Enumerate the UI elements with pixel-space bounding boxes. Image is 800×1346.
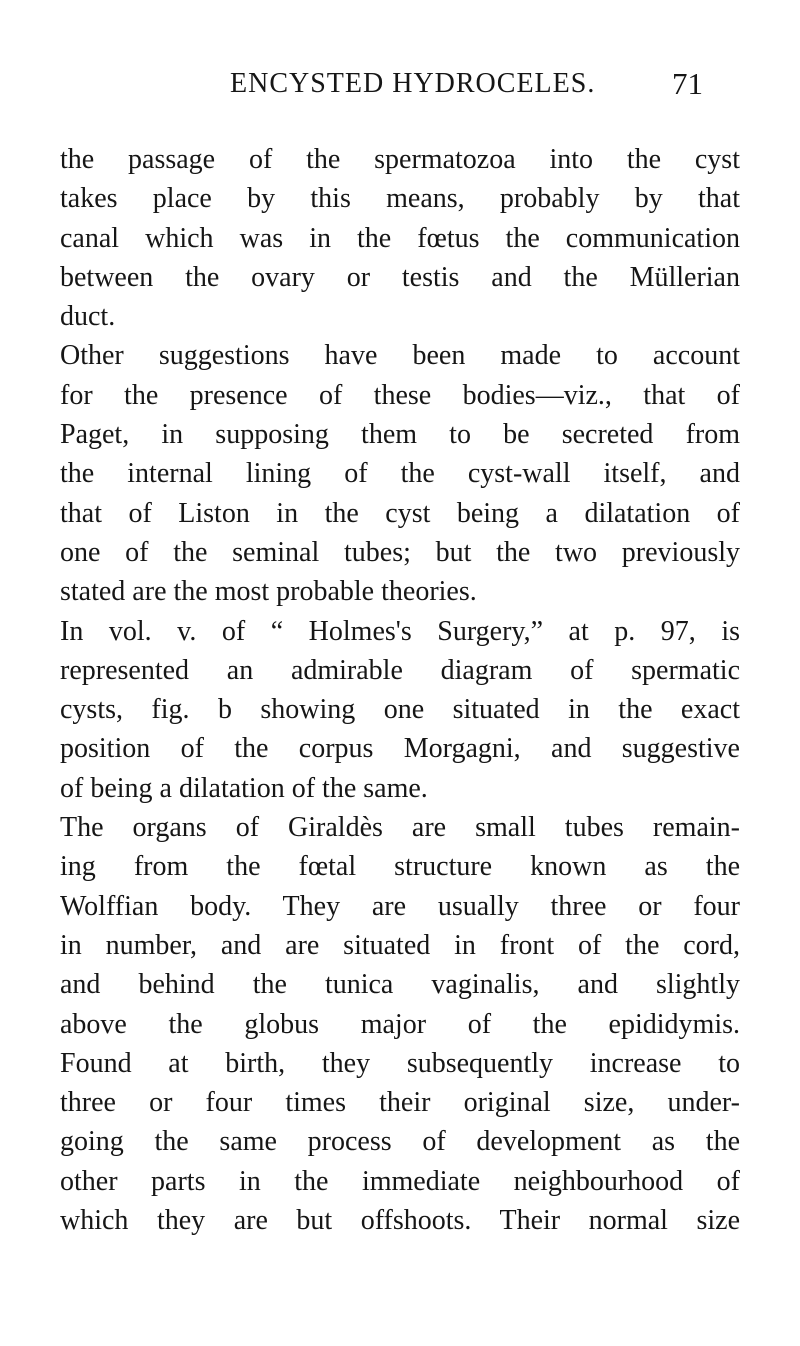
text-line: the passage of the spermatozoa into the cyst <box>60 144 740 175</box>
text-line: ing from the fœtal structure known as the <box>60 851 740 883</box>
text-line: in number, and are situated in front of the cord, <box>60 929 740 961</box>
text-line: of being a dilatation of the same. <box>60 772 428 804</box>
body-text <box>60 140 740 1240</box>
text-line: represented an admirable diagram of spermatic <box>60 654 740 686</box>
page-number: 71 <box>672 66 703 101</box>
text-line: other parts in the immediate neighbourhood of <box>60 1165 740 1197</box>
text-line: the internal lining of the cyst-wall itself, and <box>60 458 740 490</box>
text-line: stated are the most probable theories. <box>60 576 477 608</box>
running-head: ENCYSTED HYDROCELES. <box>230 68 596 99</box>
text-line: Other suggestions have been made to account <box>60 340 740 372</box>
page-header <box>0 62 800 102</box>
text-line: duct. <box>60 301 116 333</box>
text-line: that of Liston in the cyst being a dilatation of <box>60 497 740 529</box>
text-line: three or four times their original size, under- <box>60 1087 740 1119</box>
text-line: above the globus major of the epididymis. <box>60 1008 740 1040</box>
text-line: between the ovary or testis and the Müllerian <box>60 261 740 293</box>
text-line: going the same process of development as the <box>60 1126 740 1158</box>
text-line: The organs of Giraldès are small tubes remain- <box>60 812 740 844</box>
text-line: Paget, in supposing them to be secreted from <box>60 419 740 451</box>
text-line: Found at birth, they subsequently increase to <box>60 1047 740 1079</box>
text-line: cysts, fig. b showing one situated in the exact <box>60 694 740 726</box>
text-line: for the presence of these bodies—viz., that of <box>60 379 740 411</box>
text-line: takes place by this means, probably by that <box>60 183 740 215</box>
text-line: one of the seminal tubes; but the two previously <box>60 536 740 568</box>
text-line: canal which was in the fœtus the communication <box>60 222 740 254</box>
text-line: position of the corpus Morgagni, and suggestive <box>60 733 740 765</box>
text-line: Wolffian body. They are usually three or four <box>60 890 740 922</box>
text-line: and behind the tunica vaginalis, and slightly <box>60 969 740 1001</box>
text-line: which they are but offshoots. Their normal size <box>60 1205 740 1237</box>
text-line: In vol. v. of “ Holmes's Surgery,” at p. 97, is <box>60 615 740 647</box>
